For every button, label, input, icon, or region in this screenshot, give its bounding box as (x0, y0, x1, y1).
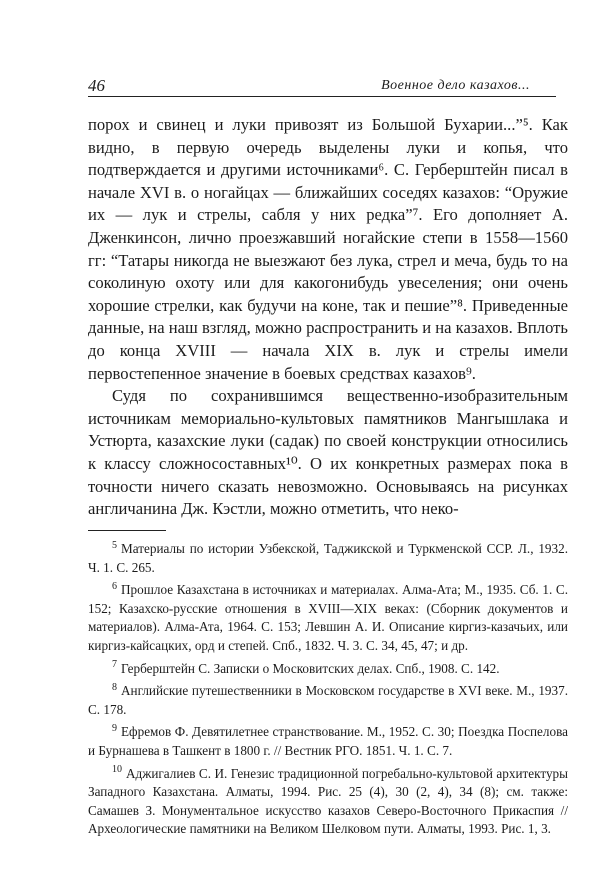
main-text (88, 114, 568, 521)
footnote-text: Аджигалиев С. И. Генезис традиционной погребально-культовой архитектуры Западного Казахстана. Алматы, 1994. Рис. 25 (4), 30 (2, 4), 34 (8); см. также: Самашев З. Монументальное искусство казахов Северо-Восточного Прикаспия // Археологические памятники на Великом Шелковом пути. Алматы, 1993. Рис. 1, 3. (88, 765, 568, 837)
footnote-9 (88, 723, 568, 760)
footnote-number: 6 (112, 580, 117, 592)
footnote-text: Материалы по истории Узбекской, Таджикской и Туркменской ССР. Л., 1932. Ч. 1. С. 265. (88, 541, 568, 575)
footnote-divider (88, 530, 166, 531)
footnote-10 (88, 765, 568, 839)
footnote-8 (88, 682, 568, 719)
footnote-number: 7 (112, 659, 117, 671)
footnote-text: Прошлое Казахстана в источниках и материалах. Алма-Ата; М., 1935. Сб. 1. С. 152; Казахско-русские отношения в XVIII—XIX веках: (Сборник документов и материалов). Алма-Ата, 1964. С. 153; Левшин А. И. Описание киргиз-казачьих, или киргиз-кайсацких, орд и степей. Спб., 1832. Ч. 3. С. 34, 45, 47; и др. (88, 582, 568, 653)
footnote-number: 5 (112, 539, 117, 551)
footnote-text: Герберштейн С. Записки о Московитских делах. Спб., 1908. С. 142. (121, 660, 500, 676)
footnote-7 (88, 660, 568, 679)
footnote-text: Ефремов Ф. Девятилетнее странствование. М., 1952. С. 30; Поездка Поспелова и Бурнашева в Ташкент в 1800 г. // Вестник РГО. 1851. Ч. 1. С. 7. (88, 724, 568, 758)
footnote-text: Английские путешественники в Московском государстве в XVI веке. М., 1937. С. 178. (88, 683, 568, 717)
running-title: Военное дело казахов... (381, 78, 530, 93)
footnotes (88, 540, 568, 843)
page-header (88, 74, 556, 97)
paragraph-1: порох и свинец и луки привозят из Большой Бухарии...”⁵. Как видно, в первую очередь выделены луки и копья, что подтверждается и другими источниками⁶. С. Герберштейн писал в начале XVI в. о ногайцах — ближайших соседях казахов: “Оружие их — лук и стрелы, сабля у них редка”⁷. Его дополняет А. Дженкинсон, лично проезжавший ногайские степи в 1558—1560 гг: “Татары никогда не выезжают без лука, стрел и меча, будь то на соколиную охоту или для какогонибудь увеселения; они очень хорошие стрелки, как будучи на коне, так и пешие”⁸. Приведенные данные, на наш взгляд, можно распространить и на казахов. Вплоть до конца XVIII — начала XIX в. лук и стрелы имели первостепенное значение в боевых средствах казахов⁹. (88, 115, 568, 383)
paragraph-2: Судя по сохранившимся вещественно-изобразительным источникам мемориально-культовых памятников Мангышлака и Устюрта, казахские луки (садак) по своей конструкции относились к классу сложносоставных¹⁰. О их конкретных размерах пока в точности ничего сказать невозможно. Основываясь на рисунках англичанина Дж. Кэстли, можно отметить, что неко- (88, 386, 568, 519)
footnote-number: 10 (112, 764, 122, 776)
footnote-5 (88, 540, 568, 577)
footnote-number: 9 (112, 722, 117, 734)
footnote-6 (88, 581, 568, 655)
footnote-number: 8 (112, 681, 117, 693)
page-number: 46 (88, 76, 105, 95)
